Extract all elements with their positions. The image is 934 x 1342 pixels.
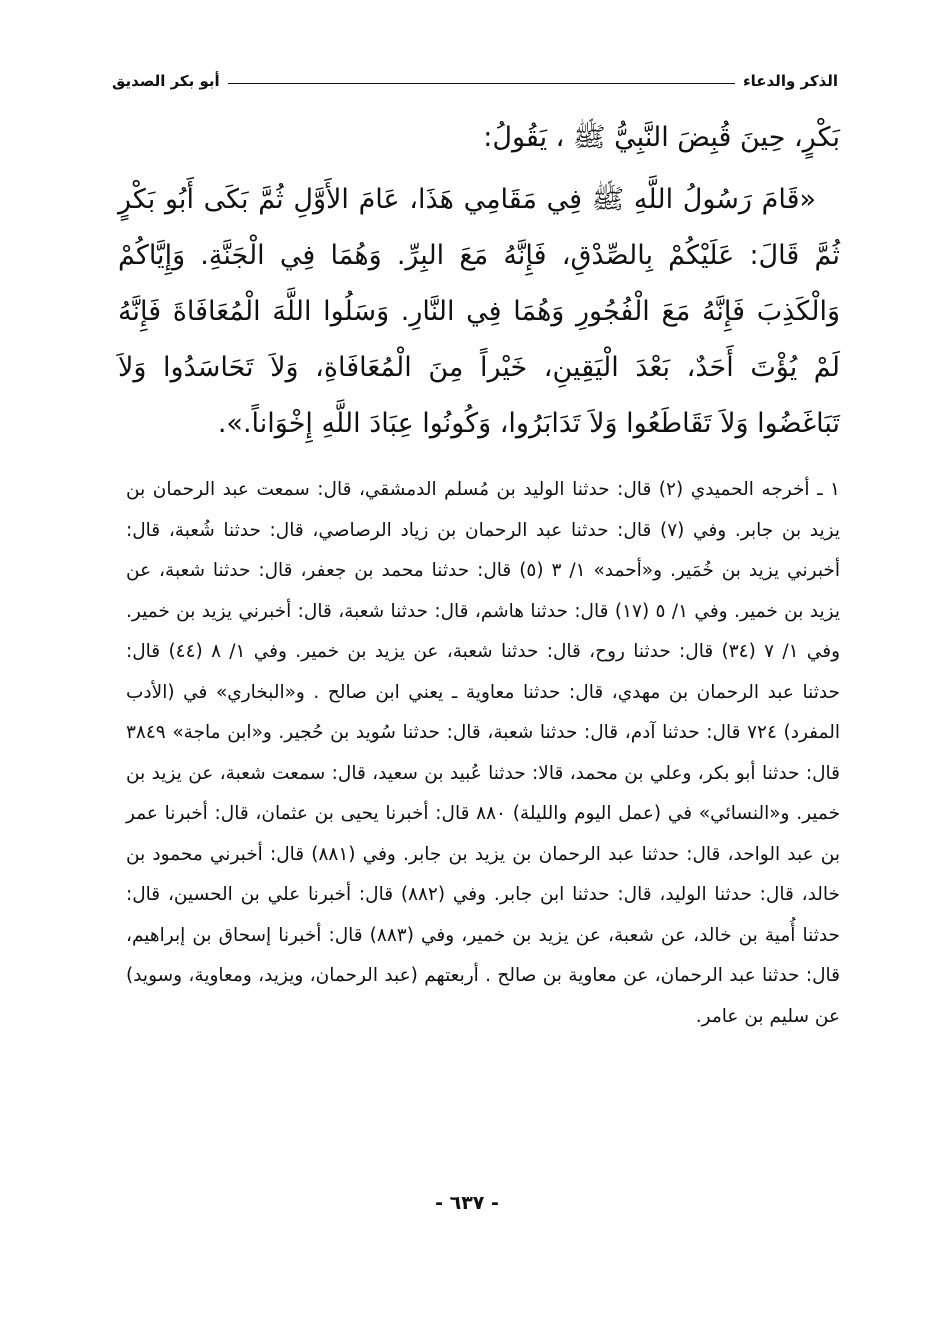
section-title: أبو بكر الصديق (112, 72, 220, 90)
opening-line: بَكْرٍ، حِينَ قُبِضَ النَّبِيُّ ﷺ ، يَقُولُ: (483, 122, 840, 153)
chapter-title: الذكر والدعاء (742, 72, 838, 90)
page-number: - ٦٣٧ - (435, 1192, 499, 1214)
hadith-quote: «قَامَ رَسُولُ اللَّهِ ﷺ فِي مَقَامِي هَذَا، عَامَ الأَوَّلِ ثُمَّ بَكَى أَبُو بَكْرٍ ثُمَّ قَالَ: عَلَيْكُمْ بِالصِّدْقِ، فَإِنَّهُ مَعَ البِرِّ. وَهُمَا فِي الْجَنَّةِ. وَإِيَّاكُمْ وَالْكَذِبَ فَإِنَّهُ مَعَ الْفُجُورِ وَهُمَا فِي النَّارِ. وَسَلُوا اللَّهَ الْمُعَافَاةَ فَإِنَّهُ لَمْ يُؤْتَ أَحَدٌ، بَعْدَ الْيَقِينِ، خَيْراً مِنَ الْمُعَافَاةِ، وَلاَ تَحَاسَدُوا وَلاَ تَبَاغَضُوا وَلاَ تَقَاطَعُوا وَلاَ تَدَابَرُوا، وَكُونُوا عِبَادَ اللَّهِ إِخْوَاناً.». (118, 184, 840, 439)
hadith-text (118, 110, 840, 452)
footnote-takhrij: ١ ـ أخرجه الحميدي (٢) قال: حدثنا الوليد بن مُسلم الدمشقي، قال: سمعت عبد الرحمان بن يزيد بن جابر. وفي (٧) قال: حدثنا عبد الرحمان بن زياد الرصاصي، قال: حدثنا شُعبة، قال: أخبرني يزيد بن خُمَير. و«أحمد» ١/ ٣ (٥) قال: حدثنا محمد بن جعفر، قال: حدثنا شعبة، عن يزيد بن خمير. وفي ١/ ٥ (١٧) قال: حدثنا هاشم، قال: حدثنا شعبة، قال: أخبرني يزيد بن خمير. وفي ١/ ٧ (٣٤) قال: حدثنا روح، قال: حدثنا شعبة، عن يزيد بن خمير. وفي ١/ ٨ (٤٤) قال: حدثنا عبد الرحمان بن مهدي، قال: حدثنا معاوية ـ يعني ابن صالح . و«البخاري» في (الأدب المفرد) ٧٢٤ قال: حدثنا آدم، قال: حدثنا شعبة، قال: حدثنا سُويد بن حُجير. و«ابن ماجة» ٣٨٤٩ قال: حدثنا أبو بكر، وعلي بن محمد، قالا: حدثنا عُبيد بن سعيد، قال: سمعت شعبة، عن يزيد بن خمير. و«النسائي» في (عمل اليوم والليلة) ٨٨٠ قال: أخبرنا يحيى بن عثمان، قال: أخبرنا عمر بن عبد الواحد، قال: حدثنا عبد الرحمان بن يزيد بن جابر. وفي (٨٨١) قال: أخبرني محمود بن خالد، قال: حدثنا الوليد، قال: حدثنا ابن جابر. وفي (٨٨٢) قال: أخبرنا علي بن الحسين، قال: حدثنا أُمية بن خالد، عن شعبة، عن يزيد بن خمير، وفي (٨٨٣) قال: أخبرنا إسحاق بن إبراهيم، قال: حدثنا عبد الرحمان، عن معاوية بن صالح . أربعتهم (عبد الرحمان، ويزيد، ومعاوية، وسويد) عن سليم بن عامر. (126, 479, 841, 1027)
running-header (112, 60, 838, 90)
header-rule (228, 83, 735, 84)
